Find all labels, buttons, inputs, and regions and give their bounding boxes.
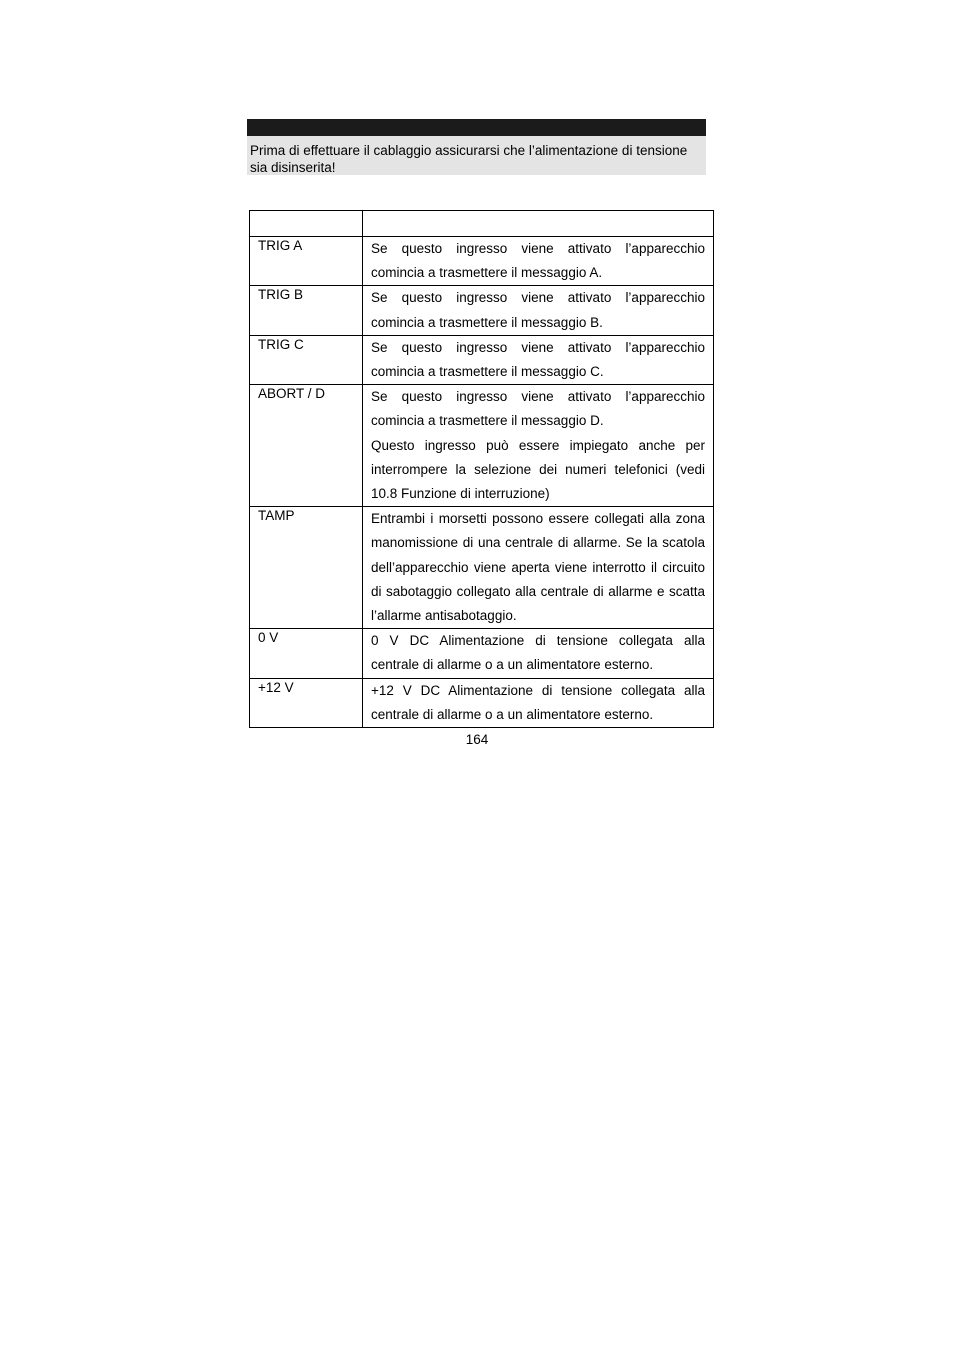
terminal-description: 0 V DC Alimentazione di tensione collegata alla centrale di allarme o a un alimentatore esterno. bbox=[363, 629, 714, 678]
terminal-name: 0 V bbox=[250, 629, 363, 678]
terminal-name: TRIG A bbox=[250, 237, 363, 286]
warning-note: Prima di effettuare il cablaggio assicurarsi che l’alimentazione di tensione sia disinserita! bbox=[247, 136, 706, 175]
terminal-description: Se questo ingresso viene attivato l’apparecchio comincia a trasmettere il messaggio D. Questo ingresso può essere impiegato anche per interrompere la selezione dei numeri telefonici (vedi 10.8 Funzione di interruzione) bbox=[363, 385, 714, 507]
header-cell-description bbox=[363, 211, 714, 237]
table-row bbox=[250, 507, 714, 629]
table-row bbox=[250, 629, 714, 678]
terminal-description: +12 V DC Alimentazione di tensione collegata alla centrale di allarme o a un alimentatore esterno. bbox=[363, 678, 714, 727]
terminal-name: +12 V bbox=[250, 678, 363, 727]
terminal-name: ABORT / D bbox=[250, 385, 363, 507]
table-row bbox=[250, 678, 714, 727]
terminal-description: Se questo ingresso viene attivato l’apparecchio comincia a trasmettere il messaggio B. bbox=[363, 286, 714, 335]
terminal-name: TAMP bbox=[250, 507, 363, 629]
table-header-row bbox=[250, 211, 714, 237]
terminal-name: TRIG C bbox=[250, 335, 363, 384]
table-row bbox=[250, 385, 714, 507]
terminal-description: Entrambi i morsetti possono essere collegati alla zona manomissione di una centrale di allarme. Se la scatola dell’apparecchio viene aperta viene interrotto il circuito di sabotaggio collegato alla centrale di allarme e scatta l’allarme antisabotaggio. bbox=[363, 507, 714, 629]
table-row bbox=[250, 335, 714, 384]
table-row bbox=[250, 237, 714, 286]
terminal-name: TRIG B bbox=[250, 286, 363, 335]
terminal-table bbox=[249, 210, 714, 728]
header-cell-terminal bbox=[250, 211, 363, 237]
terminal-description: Se questo ingresso viene attivato l’apparecchio comincia a trasmettere il messaggio C. bbox=[363, 335, 714, 384]
section-heading-bar bbox=[247, 119, 706, 136]
table-row bbox=[250, 286, 714, 335]
page-number: 164 bbox=[465, 732, 489, 747]
terminal-description: Se questo ingresso viene attivato l’apparecchio comincia a trasmettere il messaggio A. bbox=[363, 237, 714, 286]
